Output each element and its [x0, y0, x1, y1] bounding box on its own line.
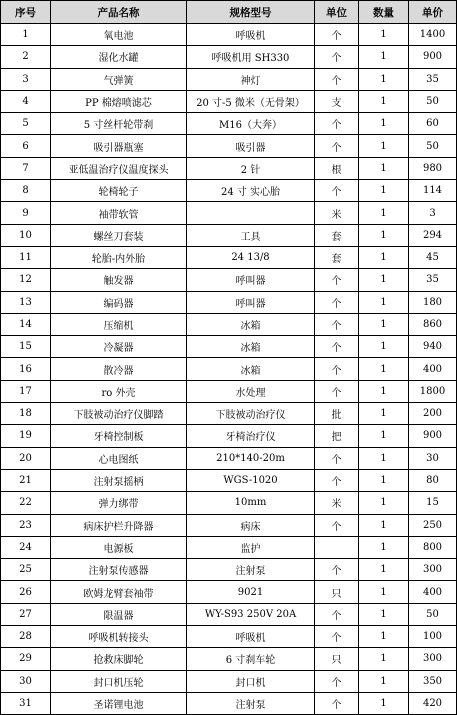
specification-cell: WY-S93 250V 20A: [187, 603, 315, 625]
serial-number-cell: 4: [1, 90, 51, 112]
table-row: [1, 269, 457, 291]
unit-cell: 个: [315, 469, 359, 491]
table-row: [1, 403, 457, 425]
quantity-cell: 1: [359, 670, 409, 692]
unit-cell: 把: [315, 425, 359, 447]
header-specification: 规格型号: [187, 1, 315, 24]
product-name-cell: 限温器: [51, 603, 187, 625]
specification-cell: 下肢被动治疗仪: [187, 403, 315, 425]
specification-cell: 注射泵: [187, 692, 315, 714]
unit-price-cell: 940: [409, 336, 457, 358]
unit-cell: 只: [315, 648, 359, 670]
unit-price-cell: 100: [409, 626, 457, 648]
unit-cell: [315, 536, 359, 558]
unit-cell: 套: [315, 246, 359, 268]
product-name-cell: 散冷器: [51, 358, 187, 380]
quantity-cell: 1: [359, 469, 409, 491]
unit-cell: 个: [315, 291, 359, 313]
specification-cell: 病床: [187, 514, 315, 536]
unit-price-cell: 50: [409, 135, 457, 157]
serial-number-cell: 12: [1, 269, 51, 291]
unit-cell: 个: [315, 313, 359, 335]
specification-cell: 20 寸-5 微米（无骨架）: [187, 90, 315, 112]
header-unit: 单位: [315, 1, 359, 24]
product-name-cell: PP 棉熔喷滤芯: [51, 90, 187, 112]
quantity-cell: 1: [359, 581, 409, 603]
table-row: [1, 492, 457, 514]
unit-price-cell: 45: [409, 246, 457, 268]
product-name-cell: 袖带软管: [51, 202, 187, 224]
header-product-name: 产品名称: [51, 1, 187, 24]
quantity-cell: 1: [359, 492, 409, 514]
product-name-cell: 欧姆龙臂套袖带: [51, 581, 187, 603]
specification-cell: 神灯: [187, 68, 315, 90]
product-name-cell: 螺丝刀套装: [51, 224, 187, 246]
table-row: [1, 336, 457, 358]
serial-number-cell: 18: [1, 403, 51, 425]
quantity-cell: 1: [359, 603, 409, 625]
product-name-cell: 下肢被动治疗仪脚踏: [51, 403, 187, 425]
unit-cell: 个: [315, 626, 359, 648]
table-row: [1, 68, 457, 90]
quantity-cell: 1: [359, 380, 409, 402]
quantity-cell: 1: [359, 358, 409, 380]
unit-cell: 个: [315, 269, 359, 291]
table-row: [1, 692, 457, 714]
quantity-cell: 1: [359, 514, 409, 536]
table-row: [1, 24, 457, 46]
unit-cell: 个: [315, 180, 359, 202]
unit-price-cell: 900: [409, 46, 457, 68]
unit-cell: 个: [315, 135, 359, 157]
unit-cell: 个: [315, 670, 359, 692]
table-row: [1, 246, 457, 268]
unit-cell: 套: [315, 224, 359, 246]
unit-price-cell: 400: [409, 358, 457, 380]
serial-number-cell: 25: [1, 559, 51, 581]
quantity-cell: 1: [359, 559, 409, 581]
quantity-cell: 1: [359, 648, 409, 670]
table-row: [1, 90, 457, 112]
table-row: [1, 626, 457, 648]
serial-number-cell: 28: [1, 626, 51, 648]
table-row: [1, 224, 457, 246]
unit-price-cell: 400: [409, 581, 457, 603]
product-name-cell: 编码器: [51, 291, 187, 313]
product-name-cell: 弹力绑带: [51, 492, 187, 514]
specification-cell: 呼叫器: [187, 269, 315, 291]
product-name-cell: 轮椅轮子: [51, 180, 187, 202]
quantity-cell: 1: [359, 291, 409, 313]
unit-cell: 个: [315, 603, 359, 625]
table-row: [1, 313, 457, 335]
quantity-cell: 1: [359, 536, 409, 558]
unit-cell: 个: [315, 46, 359, 68]
serial-number-cell: 5: [1, 113, 51, 135]
product-name-cell: ro 外壳: [51, 380, 187, 402]
table-row: [1, 202, 457, 224]
quantity-cell: 1: [359, 24, 409, 46]
unit-price-cell: 300: [409, 559, 457, 581]
serial-number-cell: 9: [1, 202, 51, 224]
serial-number-cell: 24: [1, 536, 51, 558]
header-unit-price: 单价: [409, 1, 457, 24]
product-name-cell: 注射泵传感器: [51, 559, 187, 581]
product-name-cell: 5 寸丝杆轮带刹: [51, 113, 187, 135]
unit-cell: 个: [315, 447, 359, 469]
specification-cell: 2 针: [187, 157, 315, 179]
specification-cell: 210*140-20m: [187, 447, 315, 469]
table-row: [1, 113, 457, 135]
unit-price-cell: 300: [409, 648, 457, 670]
specification-cell: [187, 202, 315, 224]
specification-cell: 呼吸机: [187, 24, 315, 46]
table-row: [1, 536, 457, 558]
unit-cell: 米: [315, 202, 359, 224]
quantity-cell: 1: [359, 269, 409, 291]
specification-cell: 水处理: [187, 380, 315, 402]
unit-cell: 个: [315, 692, 359, 714]
quantity-cell: 1: [359, 180, 409, 202]
header-row: [1, 1, 457, 24]
serial-number-cell: 16: [1, 358, 51, 380]
product-name-cell: 牙椅控制板: [51, 425, 187, 447]
product-name-cell: 注射泵摇柄: [51, 469, 187, 491]
serial-number-cell: 30: [1, 670, 51, 692]
specification-cell: 冰箱: [187, 336, 315, 358]
product-name-cell: 电源板: [51, 536, 187, 558]
unit-price-cell: 1400: [409, 24, 457, 46]
table-row: [1, 135, 457, 157]
unit-price-cell: 3: [409, 202, 457, 224]
quantity-cell: 1: [359, 626, 409, 648]
table-row: [1, 157, 457, 179]
serial-number-cell: 15: [1, 336, 51, 358]
specification-cell: 呼吸机用 SH330: [187, 46, 315, 68]
quantity-cell: 1: [359, 202, 409, 224]
product-name-cell: 封口机压轮: [51, 670, 187, 692]
unit-cell: 根: [315, 157, 359, 179]
unit-cell: 个: [315, 113, 359, 135]
table-row: [1, 425, 457, 447]
quantity-cell: 1: [359, 46, 409, 68]
serial-number-cell: 29: [1, 648, 51, 670]
unit-cell: 批: [315, 403, 359, 425]
product-name-cell: 心电图纸: [51, 447, 187, 469]
table-row: [1, 670, 457, 692]
unit-price-cell: 294: [409, 224, 457, 246]
unit-cell: 个: [315, 380, 359, 402]
unit-price-cell: 900: [409, 425, 457, 447]
quantity-cell: 1: [359, 246, 409, 268]
unit-cell: 个: [315, 68, 359, 90]
unit-price-cell: 180: [409, 291, 457, 313]
unit-price-cell: 980: [409, 157, 457, 179]
unit-cell: 个: [315, 336, 359, 358]
table-row: [1, 380, 457, 402]
quantity-cell: 1: [359, 336, 409, 358]
quantity-cell: 1: [359, 113, 409, 135]
table-row: [1, 447, 457, 469]
specification-cell: M16（大奔）: [187, 113, 315, 135]
specification-cell: 牙椅治疗仪: [187, 425, 315, 447]
product-name-cell: 氧电池: [51, 24, 187, 46]
unit-cell: 个: [315, 24, 359, 46]
specification-cell: 工具: [187, 224, 315, 246]
specification-cell: 冰箱: [187, 358, 315, 380]
product-name-cell: 抢救床脚轮: [51, 648, 187, 670]
unit-price-cell: 860: [409, 313, 457, 335]
quantity-cell: 1: [359, 135, 409, 157]
specification-cell: 呼叫器: [187, 291, 315, 313]
unit-cell: 支: [315, 90, 359, 112]
table-row: [1, 648, 457, 670]
product-name-cell: 圣诺锂电池: [51, 692, 187, 714]
unit-price-cell: 50: [409, 603, 457, 625]
serial-number-cell: 17: [1, 380, 51, 402]
unit-cell: 只: [315, 581, 359, 603]
specification-cell: 监护: [187, 536, 315, 558]
serial-number-cell: 19: [1, 425, 51, 447]
product-name-cell: 触发器: [51, 269, 187, 291]
product-name-cell: 轮胎-内外胎: [51, 246, 187, 268]
unit-price-cell: 350: [409, 670, 457, 692]
table-row: [1, 291, 457, 313]
serial-number-cell: 14: [1, 313, 51, 335]
table-row: [1, 581, 457, 603]
product-name-cell: 呼吸机转接头: [51, 626, 187, 648]
specification-cell: 吸引器: [187, 135, 315, 157]
unit-price-cell: 114: [409, 180, 457, 202]
unit-price-cell: 30: [409, 447, 457, 469]
serial-number-cell: 23: [1, 514, 51, 536]
serial-number-cell: 27: [1, 603, 51, 625]
product-name-cell: 冷凝器: [51, 336, 187, 358]
unit-price-cell: 15: [409, 492, 457, 514]
serial-number-cell: 8: [1, 180, 51, 202]
unit-price-cell: 1800: [409, 380, 457, 402]
quantity-cell: 1: [359, 403, 409, 425]
serial-number-cell: 6: [1, 135, 51, 157]
specification-cell: 9021: [187, 581, 315, 603]
serial-number-cell: 31: [1, 692, 51, 714]
unit-price-cell: 200: [409, 403, 457, 425]
unit-cell: 米: [315, 492, 359, 514]
serial-number-cell: 3: [1, 68, 51, 90]
table-row: [1, 603, 457, 625]
unit-price-cell: 50: [409, 90, 457, 112]
specification-cell: 24 寸 实心胎: [187, 180, 315, 202]
table-row: [1, 46, 457, 68]
specification-cell: 呼吸机: [187, 626, 315, 648]
quantity-cell: 1: [359, 447, 409, 469]
unit-price-cell: 800: [409, 536, 457, 558]
table-row: [1, 514, 457, 536]
unit-cell: 个: [315, 358, 359, 380]
quantity-cell: 1: [359, 425, 409, 447]
unit-price-cell: 35: [409, 269, 457, 291]
table-row: [1, 358, 457, 380]
table-row: [1, 180, 457, 202]
unit-price-cell: 420: [409, 692, 457, 714]
specification-cell: 10mm: [187, 492, 315, 514]
serial-number-cell: 26: [1, 581, 51, 603]
specification-cell: 6 寸刹车轮: [187, 648, 315, 670]
serial-number-cell: 10: [1, 224, 51, 246]
specification-cell: 冰箱: [187, 313, 315, 335]
serial-number-cell: 11: [1, 246, 51, 268]
serial-number-cell: 21: [1, 469, 51, 491]
serial-number-cell: 2: [1, 46, 51, 68]
product-name-cell: 亚低温治疗仪温度探头: [51, 157, 187, 179]
unit-cell: 个: [315, 514, 359, 536]
specification-cell: 封口机: [187, 670, 315, 692]
serial-number-cell: 22: [1, 492, 51, 514]
quantity-cell: 1: [359, 692, 409, 714]
quantity-cell: 1: [359, 68, 409, 90]
serial-number-cell: 1: [1, 24, 51, 46]
specification-cell: WGS-1020: [187, 469, 315, 491]
header-quantity: 数量: [359, 1, 409, 24]
serial-number-cell: 13: [1, 291, 51, 313]
product-name-cell: 气弹簧: [51, 68, 187, 90]
serial-number-cell: 20: [1, 447, 51, 469]
quantity-cell: 1: [359, 157, 409, 179]
specification-cell: 24 13/8: [187, 246, 315, 268]
table-row: [1, 559, 457, 581]
serial-number-cell: 7: [1, 157, 51, 179]
product-name-cell: 压缩机: [51, 313, 187, 335]
unit-price-cell: 80: [409, 469, 457, 491]
quantity-cell: 1: [359, 90, 409, 112]
quantity-cell: 1: [359, 313, 409, 335]
unit-price-cell: 250: [409, 514, 457, 536]
table-row: [1, 469, 457, 491]
specification-cell: 注射泵: [187, 559, 315, 581]
unit-cell: 个: [315, 559, 359, 581]
header-serial-number: 序号: [1, 1, 51, 24]
quantity-cell: 1: [359, 224, 409, 246]
product-name-cell: 吸引器瓶塞: [51, 135, 187, 157]
product-name-cell: 湿化水罐: [51, 46, 187, 68]
unit-price-cell: 60: [409, 113, 457, 135]
product-name-cell: 病床护栏升降器: [51, 514, 187, 536]
unit-price-cell: 35: [409, 68, 457, 90]
